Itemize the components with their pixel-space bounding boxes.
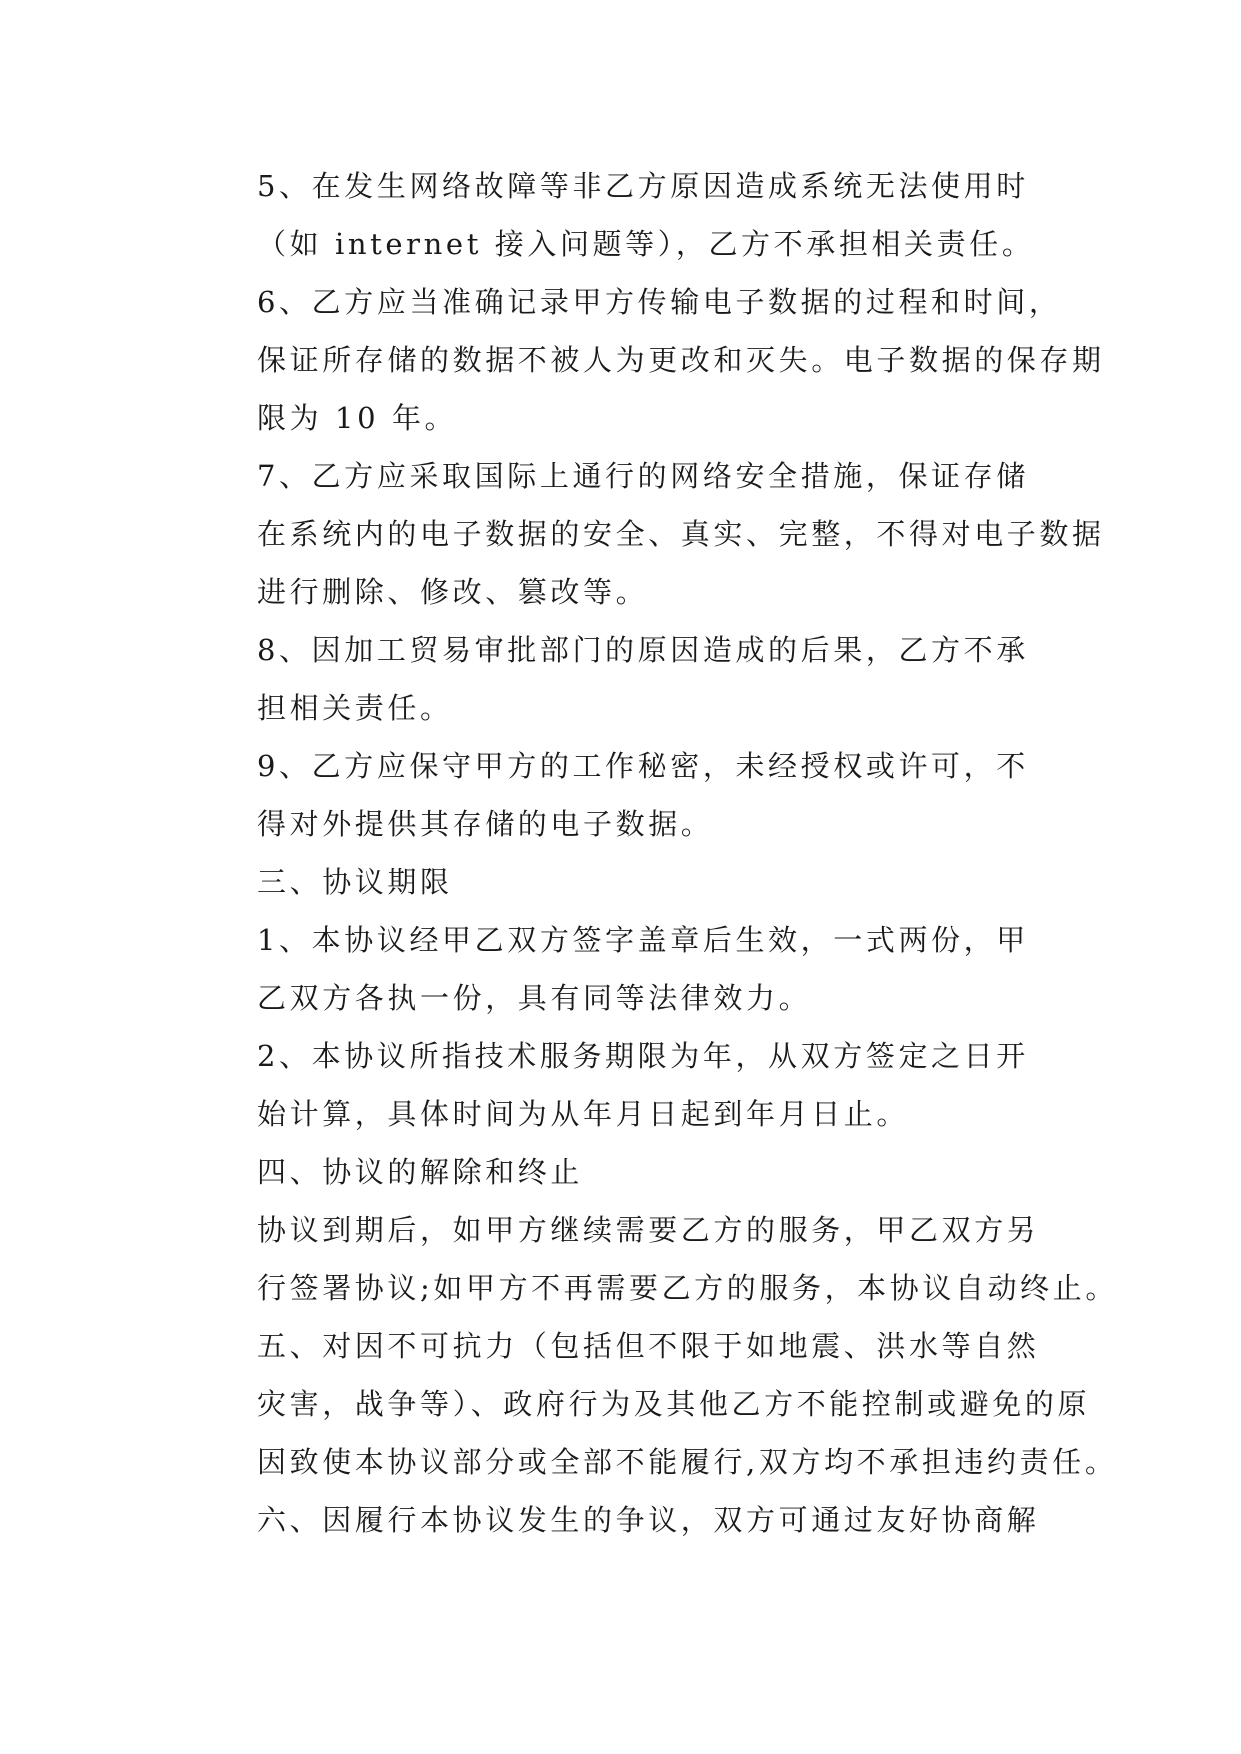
text-line: 因致使本协议部分或全部不能履行,双方均不承担违约责任。 xyxy=(257,1445,1118,1479)
text-line: 得对外提供其存储的电子数据。 xyxy=(257,807,714,841)
paragraph xyxy=(191,1201,1118,1317)
paragraph xyxy=(191,911,1071,1027)
text-line: 6、乙方应当准确记录甲方传输电子数据的过程和时间， xyxy=(257,285,1062,319)
text-line: 8、因加工贸易审批部门的原因造成的后果，乙方不承 xyxy=(257,633,1029,667)
text-line: 三、协议期限 xyxy=(257,865,453,899)
paragraph xyxy=(191,1143,1071,1201)
text-line: 六、因履行本协议发生的争议，双方可通过友好协商解 xyxy=(257,1503,1040,1537)
text-line: 五、对因不可抗力（包括但不限于如地震、洪水等自然 xyxy=(257,1329,1040,1363)
text-line: 在系统内的电子数据的安全、真实、完整，不得对电子数据 xyxy=(257,517,1105,551)
text-line: 灾害，战争等）、政府行为及其他乙方不能控制或避免的原 xyxy=(257,1387,1091,1421)
text-line: 7、乙方应采取国际上通行的网络安全措施，保证存储 xyxy=(257,459,1029,493)
text-line: 限为 10 年。 xyxy=(257,401,458,435)
paragraph xyxy=(191,447,1105,621)
document-body xyxy=(191,157,1118,1549)
paragraph xyxy=(191,273,1105,447)
paragraph xyxy=(191,1491,1071,1549)
text-line: 9、乙方应保守甲方的工作秘密，未经授权或许可，不 xyxy=(257,749,1029,783)
paragraph xyxy=(191,1027,1071,1143)
paragraph xyxy=(191,853,1071,911)
text-line: 四、协议的解除和终止 xyxy=(257,1155,584,1189)
text-line: 保证所存储的数据不被人为更改和灭失。电子数据的保存期 xyxy=(257,343,1105,377)
paragraph xyxy=(191,1317,1118,1491)
paragraph xyxy=(191,737,1071,853)
text-line: 行签署协议;如甲方不再需要乙方的服务，本协议自动终止。 xyxy=(257,1271,1118,1305)
text-line: 5、在发生网络故障等非乙方原因造成系统无法使用时 xyxy=(257,169,1029,203)
text-line: （如 internet 接入问题等），乙方不承担相关责任。 xyxy=(257,227,1035,261)
paragraph xyxy=(191,157,1071,273)
text-line: 进行删除、修改、篡改等。 xyxy=(257,575,649,609)
text-line: 担相关责任。 xyxy=(257,691,453,725)
text-line: 协议到期后，如甲方继续需要乙方的服务，甲乙双方另 xyxy=(257,1213,1040,1247)
text-line: 2、本协议所指技术服务期限为年，从双方签定之日开 xyxy=(257,1039,1029,1073)
paragraph xyxy=(191,621,1071,737)
text-line: 乙双方各执一份，具有同等法律效力。 xyxy=(257,981,812,1015)
text-line: 始计算，具体时间为从年月日起到年月日止。 xyxy=(257,1097,910,1131)
text-line: 1、本协议经甲乙双方签字盖章后生效，一式两份，甲 xyxy=(257,923,1029,957)
